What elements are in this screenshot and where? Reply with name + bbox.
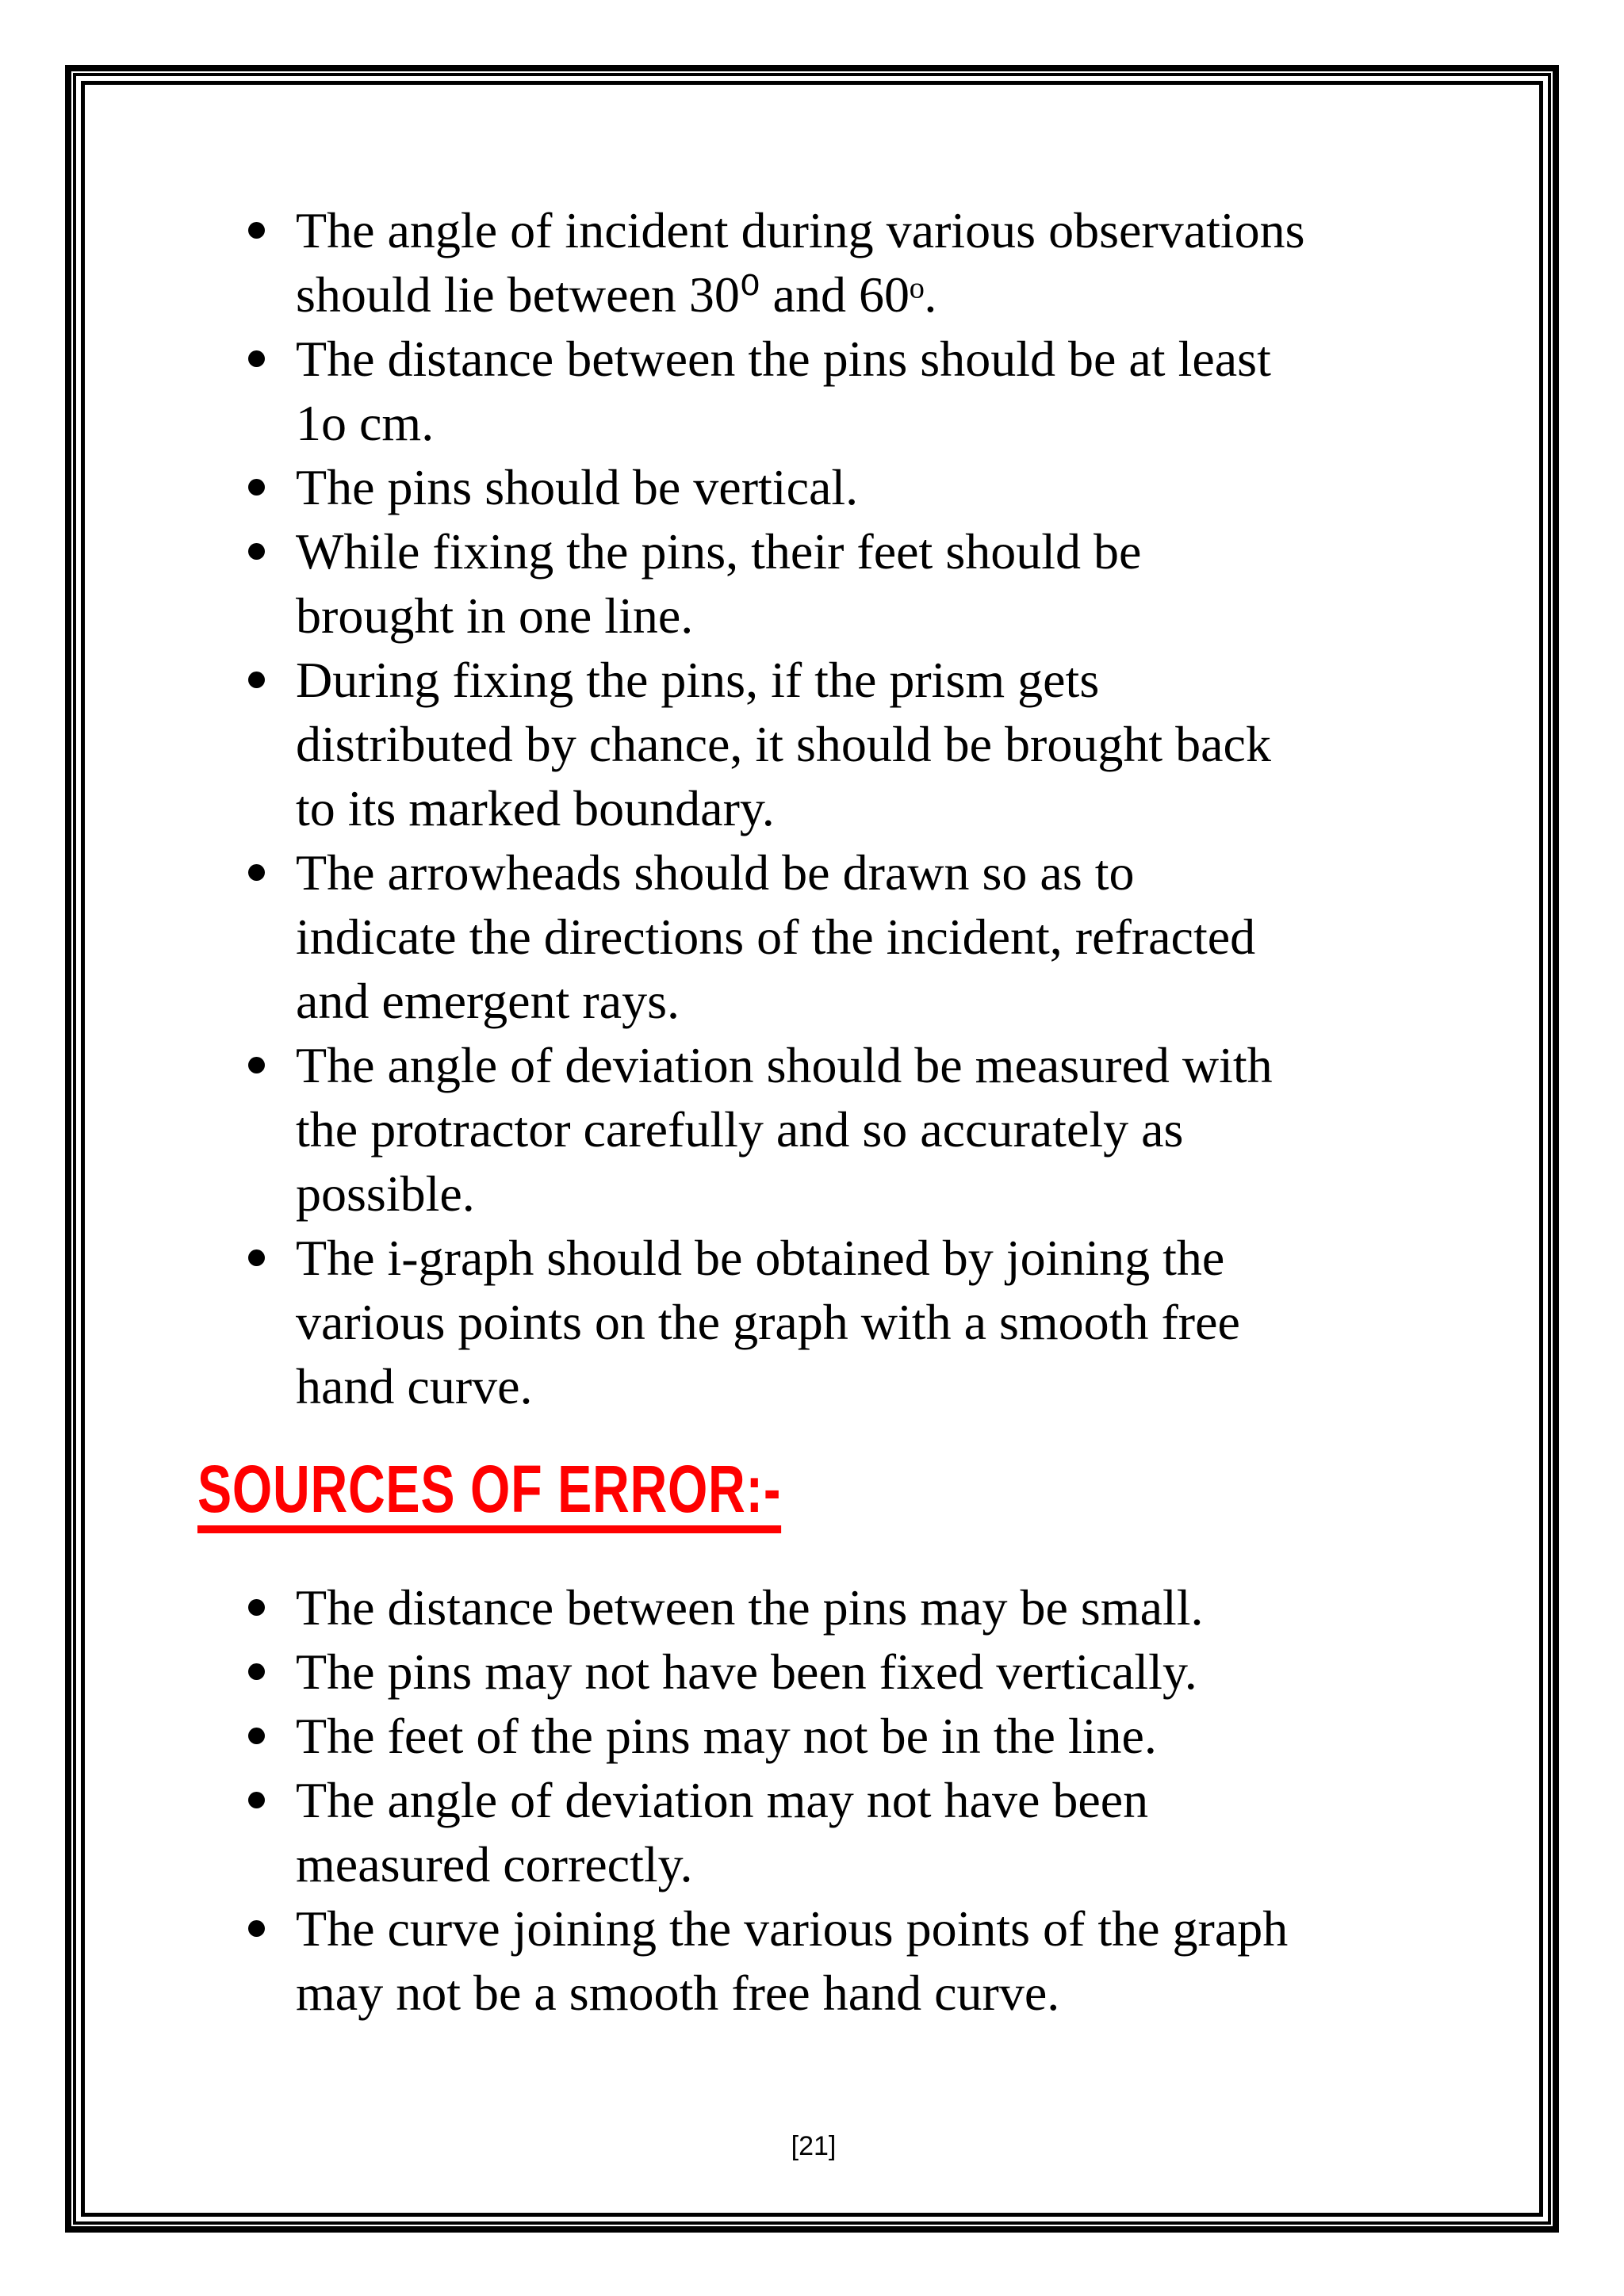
list-item-text-line: The arrowheads should be drawn so as to [296,844,1135,901]
bullet-icon [248,1728,265,1744]
list-item [296,455,1305,519]
list-item-text-line: The angle of deviation should be measured with [296,1037,1273,1093]
list-item [296,1768,1288,1896]
list-item [296,1640,1288,1704]
list-item [296,1575,1288,1640]
list-item-text-line: The angle of incident during various observations [296,202,1305,258]
sources-of-error-list [296,1575,1288,2025]
list-item-text-line: The pins may not have been fixed vertically. [296,1644,1197,1700]
list-item-text-line: The pins should be vertical. [296,459,859,515]
list-item [296,1033,1305,1226]
bullet-icon [248,222,265,239]
list-item-text-line: and emergent rays. [296,973,680,1029]
list-item [296,519,1305,648]
sources-of-error-heading: SOURCES OF ERROR:- [197,1457,781,1533]
bullet-icon [248,1057,265,1073]
list-item-text-line: hand curve. [296,1358,533,1414]
list-item-text-line: should lie between 30⁰ and 60ᵒ. [296,266,937,323]
list-item-text-line: brought in one line. [296,587,694,644]
list-item-text-line: While fixing the pins, their feet should be [296,523,1142,580]
list-item [296,1226,1305,1418]
bullet-icon [248,1249,265,1266]
list-item-text-line: various points on the graph with a smooth free [296,1294,1240,1350]
list-item-text-line: may not be a smooth free hand curve. [296,1965,1060,2021]
precautions-list [296,198,1305,1418]
bullet-icon [248,672,265,688]
list-item [296,840,1305,1033]
list-item [296,198,1305,327]
list-item [296,648,1305,840]
page-number: [21] [791,2131,837,2161]
list-item-text-line: The curve joining the various points of the graph [296,1900,1289,1957]
list-item-text-line: distributed by chance, it should be brought back [296,716,1271,772]
list-item-text-line: to its marked boundary. [296,780,775,836]
bullet-icon [248,1792,265,1808]
list-item-text-line: The i-graph should be obtained by joining the [296,1230,1225,1286]
bullet-icon [248,350,265,367]
list-item [296,327,1305,455]
list-item-text-line: The distance between the pins may be small. [296,1579,1204,1636]
bullet-icon [248,1599,265,1616]
bullet-icon [248,864,265,881]
bullet-icon [248,479,265,496]
bullet-icon [248,1663,265,1680]
list-item-text-line: indicate the directions of the incident, refracted [296,909,1256,965]
bullet-icon [248,1920,265,1937]
list-item [296,1896,1288,2025]
list-item-text-line: The distance between the pins should be at least [296,331,1271,387]
list-item-text-line: possible. [296,1165,475,1222]
list-item-text-line: the protractor carefully and so accurately as [296,1101,1184,1158]
list-item-text-line: The angle of deviation may not have been [296,1772,1149,1828]
list-item-text-line: During fixing the pins, if the prism gets [296,652,1100,708]
list-item-text-line: measured correctly. [296,1836,693,1892]
list-item [296,1704,1288,1768]
bullet-icon [248,543,265,560]
list-item-text-line: The feet of the pins may not be in the line. [296,1708,1157,1764]
list-item-text-line: 1o cm. [296,395,435,451]
